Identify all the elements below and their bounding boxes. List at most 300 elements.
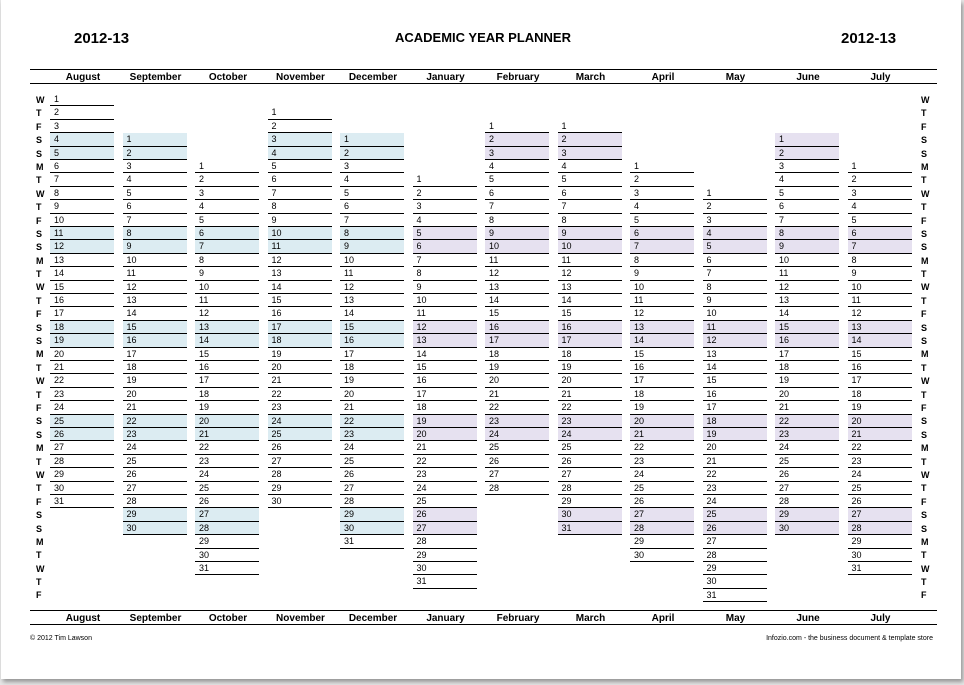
day-cell: 10	[413, 294, 477, 307]
day-cell: 13	[413, 334, 477, 347]
day-cell: 1	[123, 133, 187, 146]
day-cell: 17	[630, 374, 694, 387]
day-cell: 26	[485, 455, 549, 468]
day-cell: 7	[268, 187, 332, 200]
month-header-june: June	[796, 72, 820, 83]
month-header-january: January	[426, 72, 465, 83]
day-cell: 25	[340, 455, 404, 468]
day-cell: 21	[268, 374, 332, 387]
day-cell: 8	[195, 254, 259, 267]
weekday-label: S	[921, 135, 928, 146]
day-cell: 4	[848, 200, 912, 213]
day-cell: 5	[123, 187, 187, 200]
day-cell: 2	[50, 106, 114, 119]
weekday-label: T	[921, 483, 927, 494]
day-cell: 22	[50, 374, 114, 387]
day-cell: 4	[268, 147, 332, 160]
weekday-label: M	[36, 349, 44, 360]
day-cell: 11	[775, 267, 839, 280]
day-cell: 16	[340, 334, 404, 347]
day-cell: 31	[195, 562, 259, 575]
day-cell: 5	[485, 173, 549, 186]
day-cell: 25	[485, 441, 549, 454]
day-cell: 19	[630, 401, 694, 414]
day-cell: 22	[848, 441, 912, 454]
weekday-label: T	[36, 483, 42, 494]
day-cell: 23	[558, 415, 622, 428]
day-cell: 27	[558, 468, 622, 481]
day-cell: 2	[123, 147, 187, 160]
day-cell: 10	[703, 307, 767, 320]
day-cell: 28	[775, 495, 839, 508]
day-cell: 24	[630, 468, 694, 481]
weekday-label: F	[36, 402, 42, 413]
day-cell: 19	[123, 374, 187, 387]
month-header-december: December	[348, 72, 398, 83]
weekday-label: T	[921, 175, 927, 186]
day-cell: 14	[703, 361, 767, 374]
day-cell: 13	[123, 294, 187, 307]
day-cell: 26	[340, 468, 404, 481]
day-cell: 20	[195, 415, 259, 428]
weekday-label: T	[921, 295, 927, 306]
weekday-label: T	[36, 175, 42, 186]
day-cell: 9	[195, 267, 259, 280]
day-cell: 24	[775, 441, 839, 454]
day-cell: 31	[340, 535, 404, 548]
day-cell: 27	[485, 468, 549, 481]
day-cell: 23	[775, 428, 839, 441]
day-cell: 20	[775, 388, 839, 401]
weekday-label: W	[921, 95, 930, 105]
day-cell: 26	[50, 428, 114, 441]
header-rule	[30, 83, 937, 84]
planner-page	[1, 0, 961, 679]
day-cell: 21	[123, 401, 187, 414]
weekday-label: M	[921, 255, 929, 266]
day-cell: 26	[703, 522, 767, 535]
day-cell: 16	[630, 361, 694, 374]
weekday-label: M	[36, 536, 44, 547]
day-cell: 15	[268, 294, 332, 307]
day-cell: 11	[268, 240, 332, 253]
day-cell: 11	[485, 254, 549, 267]
day-cell: 10	[123, 254, 187, 267]
day-cell: 1	[848, 160, 912, 173]
day-cell: 10	[848, 281, 912, 294]
day-cell: 16	[50, 294, 114, 307]
footer-top-rule	[30, 610, 937, 611]
day-cell: 20	[123, 388, 187, 401]
day-cell: 12	[195, 307, 259, 320]
day-cell: 27	[775, 482, 839, 495]
day-cell: 6	[485, 187, 549, 200]
weekday-label: F	[921, 215, 927, 226]
day-cell: 29	[413, 549, 477, 562]
day-cell: 15	[485, 307, 549, 320]
day-cell: 20	[50, 348, 114, 361]
weekday-label: S	[921, 416, 928, 427]
day-cell: 14	[268, 281, 332, 294]
day-cell: 1	[413, 173, 477, 186]
day-cell: 3	[558, 147, 622, 160]
month-header-may: May	[725, 72, 746, 83]
day-cell: 11	[558, 254, 622, 267]
day-cell: 19	[413, 415, 477, 428]
day-cell: 19	[703, 428, 767, 441]
day-cell: 11	[413, 307, 477, 320]
day-cell: 7	[485, 200, 549, 213]
day-cell: 13	[558, 281, 622, 294]
day-cell: 30	[50, 482, 114, 495]
month-header-april: April	[651, 72, 675, 83]
month-header-april: April	[651, 613, 675, 624]
day-cell: 9	[558, 227, 622, 240]
day-cell: 10	[630, 281, 694, 294]
weekday-label: S	[36, 336, 43, 347]
day-cell: 8	[413, 267, 477, 280]
day-cell: 18	[123, 361, 187, 374]
footer-copyright: © 2012 Tim Lawson	[30, 635, 92, 642]
weekday-label: S	[36, 322, 43, 333]
top-rule	[30, 69, 937, 70]
day-cell: 3	[123, 160, 187, 173]
day-cell: 26	[558, 455, 622, 468]
day-cell: 14	[340, 307, 404, 320]
day-cell: 6	[630, 227, 694, 240]
day-cell: 16	[775, 334, 839, 347]
day-cell: 1	[558, 120, 622, 133]
day-cell: 11	[340, 267, 404, 280]
day-cell: 10	[268, 227, 332, 240]
weekday-label: W	[36, 563, 45, 574]
day-cell: 22	[630, 441, 694, 454]
day-cell: 15	[703, 374, 767, 387]
day-cell: 22	[268, 388, 332, 401]
weekday-label: T	[921, 202, 927, 213]
day-cell: 22	[413, 455, 477, 468]
weekday-label: T	[36, 389, 42, 400]
day-cell: 3	[630, 187, 694, 200]
weekday-label: T	[921, 456, 927, 467]
year-label-right: 2012-13	[841, 30, 897, 47]
weekday-label: F	[36, 590, 42, 601]
weekday-label: F	[921, 590, 927, 601]
day-cell: 16	[848, 361, 912, 374]
month-header-march: March	[575, 613, 606, 624]
day-cell: 7	[630, 240, 694, 253]
day-cell: 30	[195, 549, 259, 562]
day-cell: 20	[630, 415, 694, 428]
day-cell: 3	[485, 147, 549, 160]
day-cell: 3	[340, 160, 404, 173]
weekday-label: M	[921, 443, 929, 454]
day-cell: 11	[50, 227, 114, 240]
month-header-november: November	[276, 72, 325, 83]
day-cell: 26	[268, 441, 332, 454]
day-cell: 8	[485, 214, 549, 227]
day-cell: 1	[50, 93, 114, 106]
day-cell: 24	[268, 415, 332, 428]
day-cell: 16	[195, 361, 259, 374]
day-cell: 17	[50, 307, 114, 320]
day-cell: 23	[703, 482, 767, 495]
day-cell: 24	[50, 401, 114, 414]
day-cell: 25	[50, 415, 114, 428]
day-cell: 28	[630, 522, 694, 535]
day-cell: 12	[630, 307, 694, 320]
day-cell: 5	[775, 187, 839, 200]
day-cell: 9	[485, 227, 549, 240]
day-cell: 16	[268, 307, 332, 320]
day-cell: 29	[703, 562, 767, 575]
day-cell: 23	[123, 428, 187, 441]
day-cell: 2	[268, 120, 332, 133]
day-cell: 4	[775, 173, 839, 186]
month-header-january: January	[426, 613, 465, 624]
day-cell: 12	[485, 267, 549, 280]
day-cell: 30	[775, 522, 839, 535]
day-cell: 12	[775, 281, 839, 294]
day-cell: 11	[123, 267, 187, 280]
day-cell: 12	[268, 254, 332, 267]
day-cell: 22	[703, 468, 767, 481]
day-cell: 15	[50, 281, 114, 294]
weekday-label: S	[36, 523, 43, 534]
day-cell: 26	[775, 468, 839, 481]
day-cell: 7	[413, 254, 477, 267]
day-cell: 28	[848, 522, 912, 535]
day-cell: 24	[413, 482, 477, 495]
day-cell: 28	[558, 482, 622, 495]
day-cell: 2	[703, 200, 767, 213]
day-cell: 2	[848, 173, 912, 186]
day-cell: 4	[558, 160, 622, 173]
weekday-label: S	[921, 336, 928, 347]
day-cell: 26	[413, 508, 477, 521]
day-cell: 10	[485, 240, 549, 253]
month-header-september: September	[129, 613, 182, 624]
day-cell: 6	[703, 254, 767, 267]
day-cell: 12	[703, 334, 767, 347]
day-cell: 25	[413, 495, 477, 508]
weekday-label: F	[921, 121, 927, 132]
day-cell: 18	[848, 388, 912, 401]
weekday-label: T	[36, 108, 42, 119]
day-cell: 9	[268, 214, 332, 227]
month-header-october: October	[208, 613, 248, 624]
day-cell: 24	[558, 428, 622, 441]
day-cell: 5	[268, 160, 332, 173]
day-cell: 18	[340, 361, 404, 374]
day-cell: 9	[413, 281, 477, 294]
day-cell: 19	[50, 334, 114, 347]
weekday-label: W	[921, 282, 930, 293]
day-cell: 18	[195, 388, 259, 401]
day-cell: 13	[848, 321, 912, 334]
day-cell: 26	[630, 495, 694, 508]
weekday-label: S	[921, 242, 928, 253]
day-cell: 17	[775, 348, 839, 361]
day-cell: 17	[413, 388, 477, 401]
day-cell: 18	[268, 334, 332, 347]
day-cell: 21	[485, 388, 549, 401]
day-cell: 5	[630, 214, 694, 227]
day-cell: 16	[703, 388, 767, 401]
day-cell: 4	[123, 173, 187, 186]
day-cell: 13	[485, 281, 549, 294]
day-cell: 21	[703, 455, 767, 468]
weekday-label: T	[36, 550, 42, 561]
day-cell: 7	[50, 173, 114, 186]
day-cell: 21	[630, 428, 694, 441]
day-cell: 24	[123, 441, 187, 454]
day-cell: 6	[848, 227, 912, 240]
weekday-label: W	[36, 282, 45, 293]
day-cell: 3	[413, 200, 477, 213]
day-cell: 22	[123, 415, 187, 428]
day-cell: 12	[558, 267, 622, 280]
day-cell: 30	[340, 522, 404, 535]
day-cell: 28	[485, 482, 549, 495]
day-cell: 13	[50, 254, 114, 267]
day-cell: 6	[558, 187, 622, 200]
day-cell: 20	[848, 415, 912, 428]
weekday-label: W	[921, 469, 930, 480]
day-cell: 15	[630, 348, 694, 361]
day-cell: 16	[123, 334, 187, 347]
weekday-label: S	[921, 322, 928, 333]
weekday-label: M	[921, 349, 929, 360]
day-cell: 2	[485, 133, 549, 146]
weekday-label: S	[36, 429, 43, 440]
day-cell: 27	[340, 482, 404, 495]
weekday-label: F	[921, 496, 927, 507]
month-header-february: February	[496, 72, 540, 83]
day-cell: 15	[340, 321, 404, 334]
weekday-label: T	[36, 269, 42, 280]
day-cell: 7	[558, 200, 622, 213]
day-cell: 8	[123, 227, 187, 240]
day-cell: 5	[50, 147, 114, 160]
day-cell: 13	[630, 321, 694, 334]
day-cell: 26	[848, 495, 912, 508]
day-cell: 5	[703, 240, 767, 253]
day-cell: 9	[123, 240, 187, 253]
day-cell: 19	[558, 361, 622, 374]
weekday-label: T	[921, 550, 927, 561]
weekday-label: W	[36, 188, 45, 199]
day-cell: 9	[848, 267, 912, 280]
day-cell: 7	[123, 214, 187, 227]
day-cell: 28	[413, 535, 477, 548]
day-cell: 22	[195, 441, 259, 454]
day-cell: 5	[848, 214, 912, 227]
page-title: ACADEMIC YEAR PLANNER	[395, 30, 571, 45]
day-cell: 30	[268, 495, 332, 508]
weekday-label: M	[36, 161, 44, 172]
day-cell: 14	[775, 307, 839, 320]
day-cell: 1	[775, 133, 839, 146]
day-cell: 7	[848, 240, 912, 253]
day-cell: 10	[775, 254, 839, 267]
weekday-label: F	[36, 121, 42, 132]
footer-credit: Infozio.com - the business document & template store	[766, 635, 933, 642]
day-cell: 27	[848, 508, 912, 521]
day-cell: 25	[268, 428, 332, 441]
day-cell: 28	[123, 495, 187, 508]
day-cell: 9	[340, 240, 404, 253]
day-cell: 17	[195, 374, 259, 387]
day-cell: 26	[195, 495, 259, 508]
day-cell: 23	[413, 468, 477, 481]
day-cell: 10	[195, 281, 259, 294]
day-cell: 15	[848, 348, 912, 361]
month-header-march: March	[575, 72, 606, 83]
weekday-label: F	[921, 402, 927, 413]
day-cell: 14	[50, 267, 114, 280]
day-cell: 25	[848, 482, 912, 495]
day-cell: 24	[848, 468, 912, 481]
day-cell: 3	[775, 160, 839, 173]
day-cell: 12	[50, 240, 114, 253]
month-header-may: May	[725, 613, 746, 624]
day-cell: 31	[703, 589, 767, 602]
day-cell: 24	[703, 495, 767, 508]
day-cell: 17	[848, 374, 912, 387]
day-cell: 6	[123, 200, 187, 213]
day-cell: 16	[558, 321, 622, 334]
day-cell: 1	[703, 187, 767, 200]
day-cell: 19	[340, 374, 404, 387]
day-cell: 16	[485, 321, 549, 334]
month-header-june: June	[796, 613, 820, 624]
day-cell: 17	[340, 348, 404, 361]
day-cell: 30	[558, 508, 622, 521]
day-cell: 9	[703, 294, 767, 307]
day-cell: 2	[340, 147, 404, 160]
day-cell: 8	[703, 281, 767, 294]
day-cell: 1	[268, 106, 332, 119]
day-cell: 28	[50, 455, 114, 468]
day-cell: 3	[268, 133, 332, 146]
day-cell: 23	[50, 388, 114, 401]
day-cell: 27	[268, 455, 332, 468]
day-cell: 18	[775, 361, 839, 374]
day-cell: 27	[50, 441, 114, 454]
day-cell: 10	[340, 254, 404, 267]
day-cell: 4	[485, 160, 549, 173]
day-cell: 24	[340, 441, 404, 454]
day-cell: 12	[123, 281, 187, 294]
day-cell: 19	[775, 374, 839, 387]
day-cell: 19	[268, 348, 332, 361]
day-cell: 25	[123, 455, 187, 468]
day-cell: 15	[558, 307, 622, 320]
day-cell: 23	[848, 455, 912, 468]
weekday-label: T	[36, 295, 42, 306]
day-cell: 20	[558, 374, 622, 387]
day-cell: 1	[485, 120, 549, 133]
day-cell: 14	[848, 334, 912, 347]
day-cell: 1	[340, 133, 404, 146]
day-cell: 15	[123, 321, 187, 334]
day-cell: 5	[558, 173, 622, 186]
day-cell: 25	[558, 441, 622, 454]
day-cell: 20	[268, 361, 332, 374]
day-cell: 29	[340, 508, 404, 521]
weekday-label: M	[921, 536, 929, 547]
